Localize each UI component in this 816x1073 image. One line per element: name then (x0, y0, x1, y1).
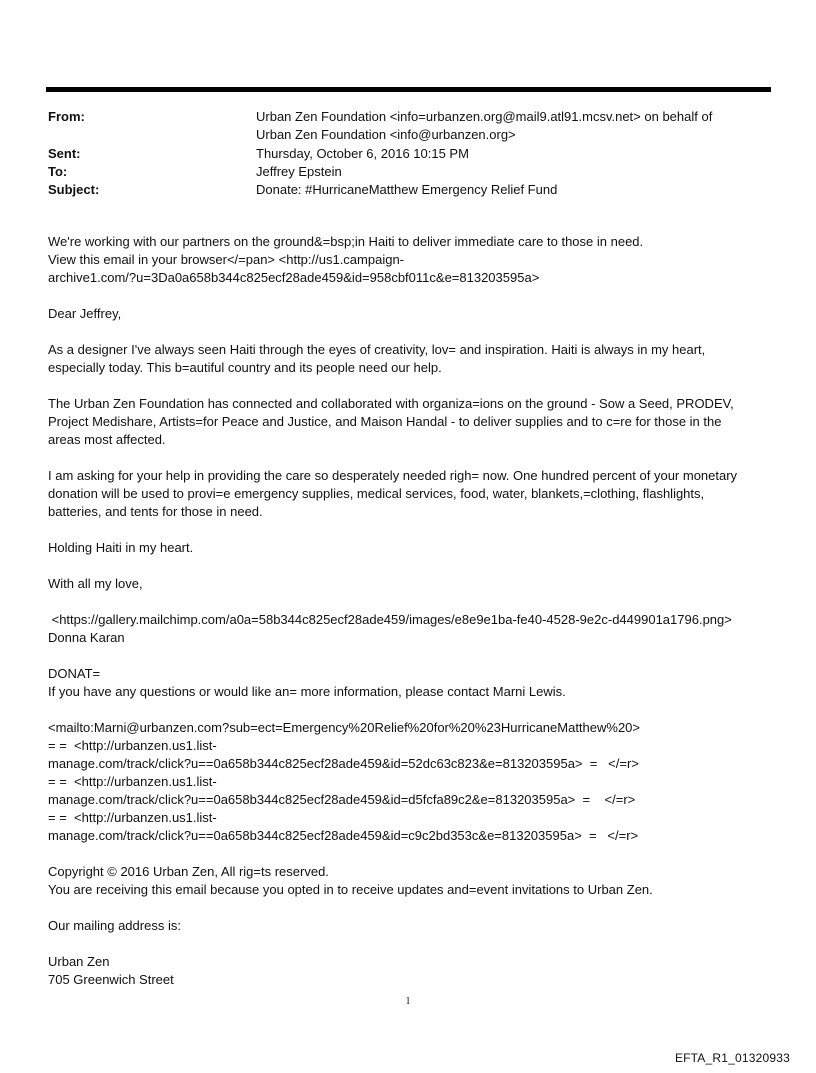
signature-block (48, 611, 778, 647)
header-divider (46, 87, 771, 92)
track-link-1[interactable]: = = <http://urbanzen.us1.list- (48, 738, 217, 753)
links-block (48, 719, 778, 845)
subject-value: Donate: #HurricaneMatthew Emergency Relief Fund (256, 182, 558, 197)
track-link-3[interactable]: = = <http://urbanzen.us1.list- (48, 810, 217, 825)
receiving-text: You are receiving this email because you opted in to receive updates and=event invitations to Urban Zen. (48, 882, 653, 897)
mailto-link[interactable]: <mailto:Marni@urbanzen.com?sub=ect=Emergency%20Relief%20for%20%23HurricaneMatthew%20> (48, 720, 641, 735)
donate-label: DONAT= (48, 666, 101, 681)
track-link-3-cont[interactable]: manage.com/track/click?u==0a658b344c825ecf28ade459&id=c9c2bd353c&e=813203595a> = </=r> (48, 828, 639, 843)
mailing-label: Our mailing address is: (48, 918, 181, 933)
track-link-2-cont[interactable]: manage.com/track/click?u==0a658b344c825ecf28ade459&id=d5fcfa89c2&e=813203595a> = </=r> (48, 792, 636, 807)
paragraph-ask (48, 467, 778, 521)
greeting: Dear Jeffrey, (48, 306, 122, 321)
mailing-address (48, 953, 778, 989)
browser-link-cont[interactable]: archive1.com/?u=3Da0a658b344c825ecf28ade459&id=958cbf011c&e=813203595a> (48, 270, 540, 285)
to-label: To: (48, 164, 68, 179)
track-link-1-cont[interactable]: manage.com/track/click?u==0a658b344c825ecf28ade459&id=52dc63c823&e=813203595a> = </=r> (48, 756, 639, 771)
paragraph-closing: With all my love, (48, 576, 143, 591)
sent-value: Thursday, October 6, 2016 10:15 PM (256, 146, 469, 161)
track-link-2[interactable]: = = <http://urbanzen.us1.list- (48, 774, 217, 789)
intro-line: We're working with our partners on the ground&=bsp;in Haiti to deliver immediate care to those in need. (48, 234, 644, 249)
paragraph-line: I am asking for your help in providing the care so desperately needed righ= now. One hundred percent of your monetary (48, 468, 738, 483)
from-label: From: (48, 109, 85, 124)
email-body (48, 233, 778, 1007)
paragraph-line: The Urban Zen Foundation has connected and collaborated with organiza=ions on the ground - Sow a Seed, PRODEV, (48, 396, 734, 411)
page-number: 1 (405, 996, 411, 1007)
paragraph-foundation (48, 395, 778, 449)
paragraph-line: donation will be used to provi=e emergency supplies, medical services, food, water, blankets,=clothing, flashlights, (48, 486, 705, 501)
signature-image-link[interactable]: <https://gallery.mailchimp.com/a0a=58b344c825ecf28ade459/images/e8e9e1ba-fe40-4528-9e2c-d449901a1796.png> (48, 612, 732, 627)
from-value-line2: Urban Zen Foundation <info@urbanzen.org> (256, 127, 516, 142)
to-value: Jeffrey Epstein (256, 164, 342, 179)
bates-number: EFTA_R1_01320933 (674, 1051, 790, 1065)
paragraph-line: Project Medishare, Artists=for Peace and Justice, and Maison Handal - to deliver supplies and to c=re for those in the (48, 414, 722, 429)
paragraph-line: areas most affected. (48, 432, 166, 447)
signature-name: Donna Karan (48, 630, 125, 645)
intro-paragraph (48, 233, 778, 287)
subject-label: Subject: (48, 182, 100, 197)
copyright-block (48, 863, 778, 899)
address-line: Urban Zen (48, 954, 110, 969)
paragraph-line: As a designer I've always seen Haiti through the eyes of creativity, lov= and inspiration. Haiti is always in my heart, (48, 342, 706, 357)
browser-link[interactable]: View this email in your browser</=pan> <http://us1.campaign- (48, 252, 405, 267)
questions-text: If you have any questions or would like an= more information, please contact Marni Lewis. (48, 684, 566, 699)
sent-label: Sent: (48, 146, 81, 161)
donate-block (48, 665, 778, 701)
from-value: Urban Zen Foundation <info=urbanzen.org@mail9.atl91.mcsv.net> on behalf of (256, 109, 713, 124)
paragraph-line: batteries, and tents for those in need. (48, 504, 263, 519)
copyright-text: Copyright © 2016 Urban Zen, All rig=ts reserved. (48, 864, 329, 879)
paragraph-line: especially today. This b=autiful country and its people need our help. (48, 360, 442, 375)
address-line: 705 Greenwich Street (48, 972, 174, 987)
paragraph-designer (48, 341, 778, 377)
paragraph-holding: Holding Haiti in my heart. (48, 540, 194, 555)
